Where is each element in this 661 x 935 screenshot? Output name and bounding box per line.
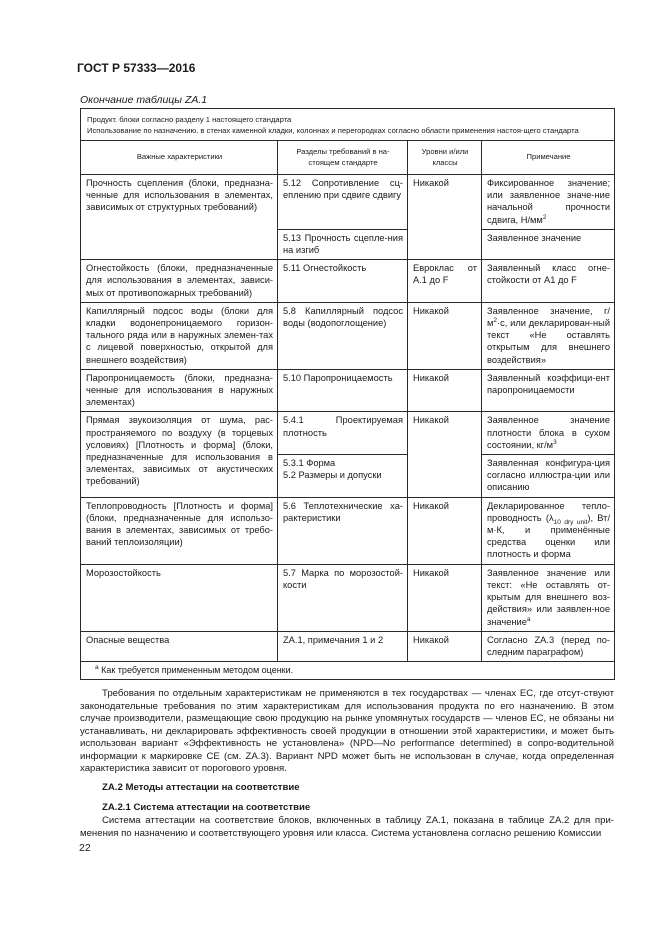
cell-level: Никакой: [408, 631, 482, 661]
cell-section: 5.10 Паропроницаемость: [278, 369, 408, 412]
cell-characteristic: Теплопроводность [Плотность и форма] (блоки, предназначенные для использо-вания в элементах, зависимых от требо-ваний теплоизоляции): [81, 497, 278, 564]
cell-note: Заявленное значение плотности блока в сухом состоянии, $кг/м^3$: [482, 412, 615, 455]
cell-level: Никакой: [408, 497, 482, 564]
table-row: [81, 175, 615, 230]
table-za1: [80, 108, 615, 680]
intro-product: Продукт. блоки согласно разделу 1 настоящего стандарта: [87, 115, 292, 124]
cell-level: Никакой: [408, 302, 482, 369]
table-row: [81, 260, 615, 303]
heading-za21: ZA.2.1 Система аттестации на соответствие: [102, 802, 311, 813]
table-intro-row: [81, 109, 615, 141]
cell-section: 5.8 Капиллярный подсос воды (водопоглощение): [278, 302, 408, 369]
cell-level: Никакой: [408, 564, 482, 631]
table-footnote: $^а$ Как требуется примененным методом оценки.: [81, 662, 615, 680]
cell-note: Заявленное значение или текст: «Не оставлять от-крытым для внешнего воз-действия» или заявлен-ное значение$^a$: [482, 564, 615, 631]
table-row: [81, 302, 615, 369]
cell-characteristic: Прочность сцепления (блоки, предназна-ченные для использования в элементах, зависимых от структурных требований): [81, 175, 278, 260]
table-header-row: [81, 141, 615, 175]
cell-level: Никакой: [408, 369, 482, 412]
table-row: [81, 631, 615, 661]
header-levels: Уровни и/или классы: [408, 141, 482, 175]
cell-note: Заявленный класс огне-стойкости от А1 до F: [482, 260, 615, 303]
cell-note: Фиксированное значение; или заявленное значе-ние начальной прочности сдвига, $Н/мм^2$: [482, 175, 615, 230]
table-row: [81, 564, 615, 631]
paragraph-attestation: Система аттестации на соответствие блоков, включенных в таблицу ZA.1, показана в таблице ZA.2 для при-менения по назначению и соответствующего уровня или класса. Система установлена согласно решению Комиссии: [80, 815, 614, 839]
table-row: [81, 369, 615, 412]
table-intro: [81, 109, 615, 141]
cell-characteristic: Паропроницаемость (блоки, предназна-ченные для использования в наружных элементах): [81, 369, 278, 412]
cell-level: Никакой: [408, 412, 482, 497]
cell-section: 5.6 Теплотехнические ха-рактеристики: [278, 497, 408, 564]
cell-characteristic: Морозостойкость: [81, 564, 278, 631]
cell-section: ZA.1, примечания 1 и 2: [278, 631, 408, 661]
paragraph-npd: Требования по отдельным характеристикам не применяются в тех государствах — членах ЕС, где отсут-ствуют законодательные требования по этим характеристикам для использования продукта по его назначению. В этом случае производители, размещающие свою продукцию на рынке упомянутых государств — членов ЕС, не обязаны ни устанавливать, ни декларировать эффективность своей продукции в отношении этой характеристики, и может быть использован вариант «Эффективность не установлена» (NPD—No performance determined) в сопро-водительной информации к маркировке СЕ (см. ZA.3). Вариант NPD может быть не использован в случае, когда определенная характеристика зависит от порогового уровня.: [80, 688, 614, 774]
cell-note: Согласно ZA.3 (перед по-следним параграфом): [482, 631, 615, 661]
table-row: [81, 412, 615, 455]
header-characteristics: Важные характеристики: [81, 141, 278, 175]
cell-level: Никакой: [408, 175, 482, 260]
header-notes: Примечание: [482, 141, 615, 175]
cell-section: 5.3.1 Форма 5.2 Размеры и допуски: [278, 455, 408, 498]
table-footnote-row: [81, 662, 615, 680]
cell-section: 5.7 Марка по морозостой-кости: [278, 564, 408, 631]
heading-za2: ZA.2 Методы аттестации на соответствие: [102, 782, 300, 793]
cell-section: 5.4.1 Проектируемая плотность: [278, 412, 408, 455]
cell-characteristic: Прямая звукоизоляция от шума, рас-пространяемого по воздуху (в торцевых условиях) [Плотность и форма] (блоки, предназначенные для использования в элементах, зависимых от акустических требований): [81, 412, 278, 497]
cell-note: Заявленное значение: [482, 229, 615, 259]
cell-section: 5.13 Прочность сцепле-ния на изгиб: [278, 229, 408, 259]
standard-code: ГОСТ Р 57333—2016: [77, 61, 196, 75]
cell-characteristic: Опасные вещества: [81, 631, 278, 661]
cell-section: 5.12 Сопротивление сц-еплению при сдвиге сдвигу: [278, 175, 408, 230]
page-number: 22: [79, 842, 91, 854]
cell-level: Евроклас от А.1 до F: [408, 260, 482, 303]
intro-usage: Использование по назначению. в стенах каменной кладки, колоннах и перегородках согласно области применения настоя-щего стандарта: [87, 125, 579, 135]
cell-section: 5.11 Огнестойкость: [278, 260, 408, 303]
cell-characteristic: Капиллярный подсос воды (блоки для кладки водонепроницаемого горизон-тального ряда или в наружных элемен-тах с лицевой поверхностью, открытой для внешнего воздействия): [81, 302, 278, 369]
table-caption: Окончание таблицы ZA.1: [80, 94, 208, 106]
cell-note: Декларированное тепло-проводность $(\lambda_{10 dry unit})$, Вт/м·К, и применённые средства оценки или плотность и форма: [482, 497, 615, 564]
cell-note: Заявленный коэффици-ент паропроницаемости: [482, 369, 615, 412]
header-sections: Разделы требований в на-стоящем стандарте: [278, 141, 408, 175]
cell-note: Заявленное значение, $г/м^2\cdot с$, или декларирован-ный текст «Не оставлять открытым для внешнего воздействия»: [482, 302, 615, 369]
table-row: [81, 497, 615, 564]
cell-note: Заявленная конфигура-ция согласно иллюстра-ции или описанию: [482, 455, 615, 498]
cell-characteristic: Огнестойкость (блоки, предназначенные для использования в элементах, зависи-мых от противопожарных требований): [81, 260, 278, 303]
